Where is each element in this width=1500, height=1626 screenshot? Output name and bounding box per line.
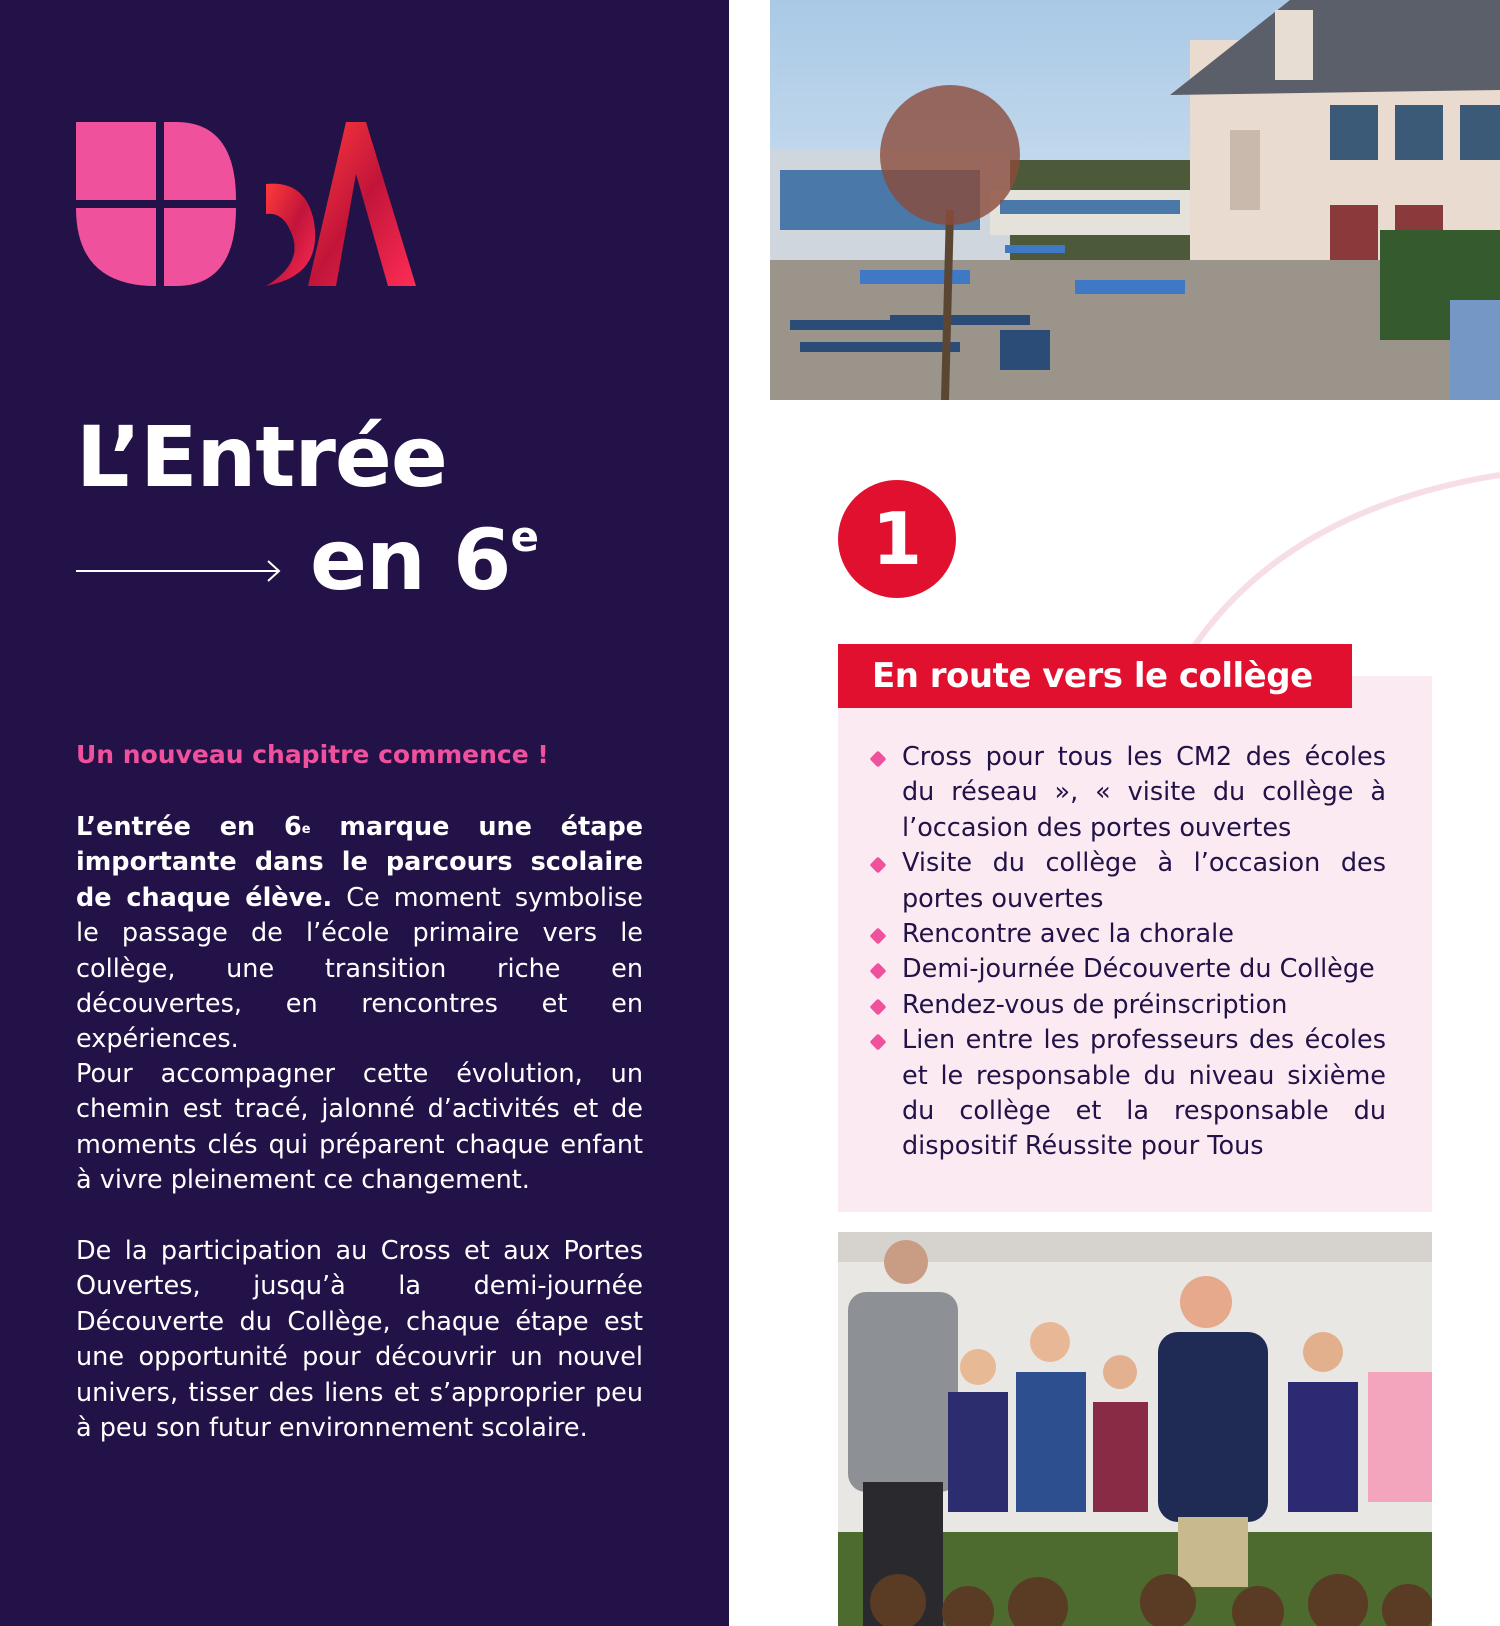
left-panel: [0, 0, 729, 1626]
paragraph-3: De la participation au Cross et aux Portes Ouvertes, jusqu’à la demi-journée Découverte du Collège, chaque étape est une opportunité pour découvrir un nouvel univers, tisser des liens et s’approprier peu à peu son futur environnement scolaire.: [76, 1236, 643, 1444]
list-item-text: Rencontre avec la chorale: [902, 919, 1234, 950]
activities-list: [870, 740, 1386, 1165]
section-title: En route vers le collège: [838, 644, 1352, 708]
diamond-bullet-icon: [870, 928, 887, 945]
arrow-right-icon: [76, 556, 282, 586]
title-main: en 6: [310, 511, 511, 609]
intro-rest: Ce moment symbolise le passage de l’école primaire vers le collège, une transition riche en découvertes, en rencontres et en expériences.: [76, 882, 643, 1055]
diamond-bullet-icon: [870, 751, 887, 768]
title-sup: e: [510, 512, 538, 561]
intro-bold-b: marque une étape importante dans le parcours scolaire de chaque élève.: [76, 812, 643, 913]
page-title-line1: L’Entrée: [76, 408, 447, 506]
list-item-text: Visite du collège à l’occasion des portes ouvertes: [902, 848, 1386, 914]
list-item-text: Cross pour tous les CM2 des écoles du réseau », « visite du collège à l’occasion des portes ouvertes: [902, 742, 1386, 843]
school-courtyard-photo: [770, 0, 1500, 400]
page-title-line2: [76, 511, 636, 618]
diamond-bullet-icon: [870, 963, 887, 980]
list-item-text: Demi-journée Découverte du Collège: [902, 954, 1375, 985]
diamond-bullet-icon: [870, 1034, 887, 1051]
list-item: [870, 952, 1386, 987]
intro-paragraph: [76, 810, 643, 1058]
decorative-arc: [1180, 470, 1500, 660]
school-logo: [76, 122, 431, 290]
list-item: [870, 1023, 1386, 1165]
list-item: [870, 846, 1386, 917]
list-item: [870, 917, 1386, 952]
list-item: [870, 740, 1386, 846]
step-number-badge: 1: [838, 480, 956, 598]
subheading: Un nouveau chapitre commence !: [76, 740, 549, 769]
intro-bold-sup: e: [301, 822, 311, 837]
paragraph-2: Pour accompagner cette évolution, un chemin est tracé, jalonné d’activités et de moments clés qui préparent chaque enfant à vivre pleinement ce changement.: [76, 1059, 643, 1196]
diamond-bullet-icon: [870, 998, 887, 1015]
list-item-text: Lien entre les professeurs des écoles et le responsable du niveau sixième du collège et la responsable du dispositif Réussite pour Tous: [902, 1025, 1386, 1162]
diamond-bullet-icon: [870, 857, 887, 874]
cross-award-photo: [838, 1232, 1432, 1626]
list-item-text: Rendez-vous de préinscription: [902, 989, 1288, 1020]
intro-bold-a: L’entrée en 6: [76, 812, 302, 842]
list-item: [870, 988, 1386, 1023]
